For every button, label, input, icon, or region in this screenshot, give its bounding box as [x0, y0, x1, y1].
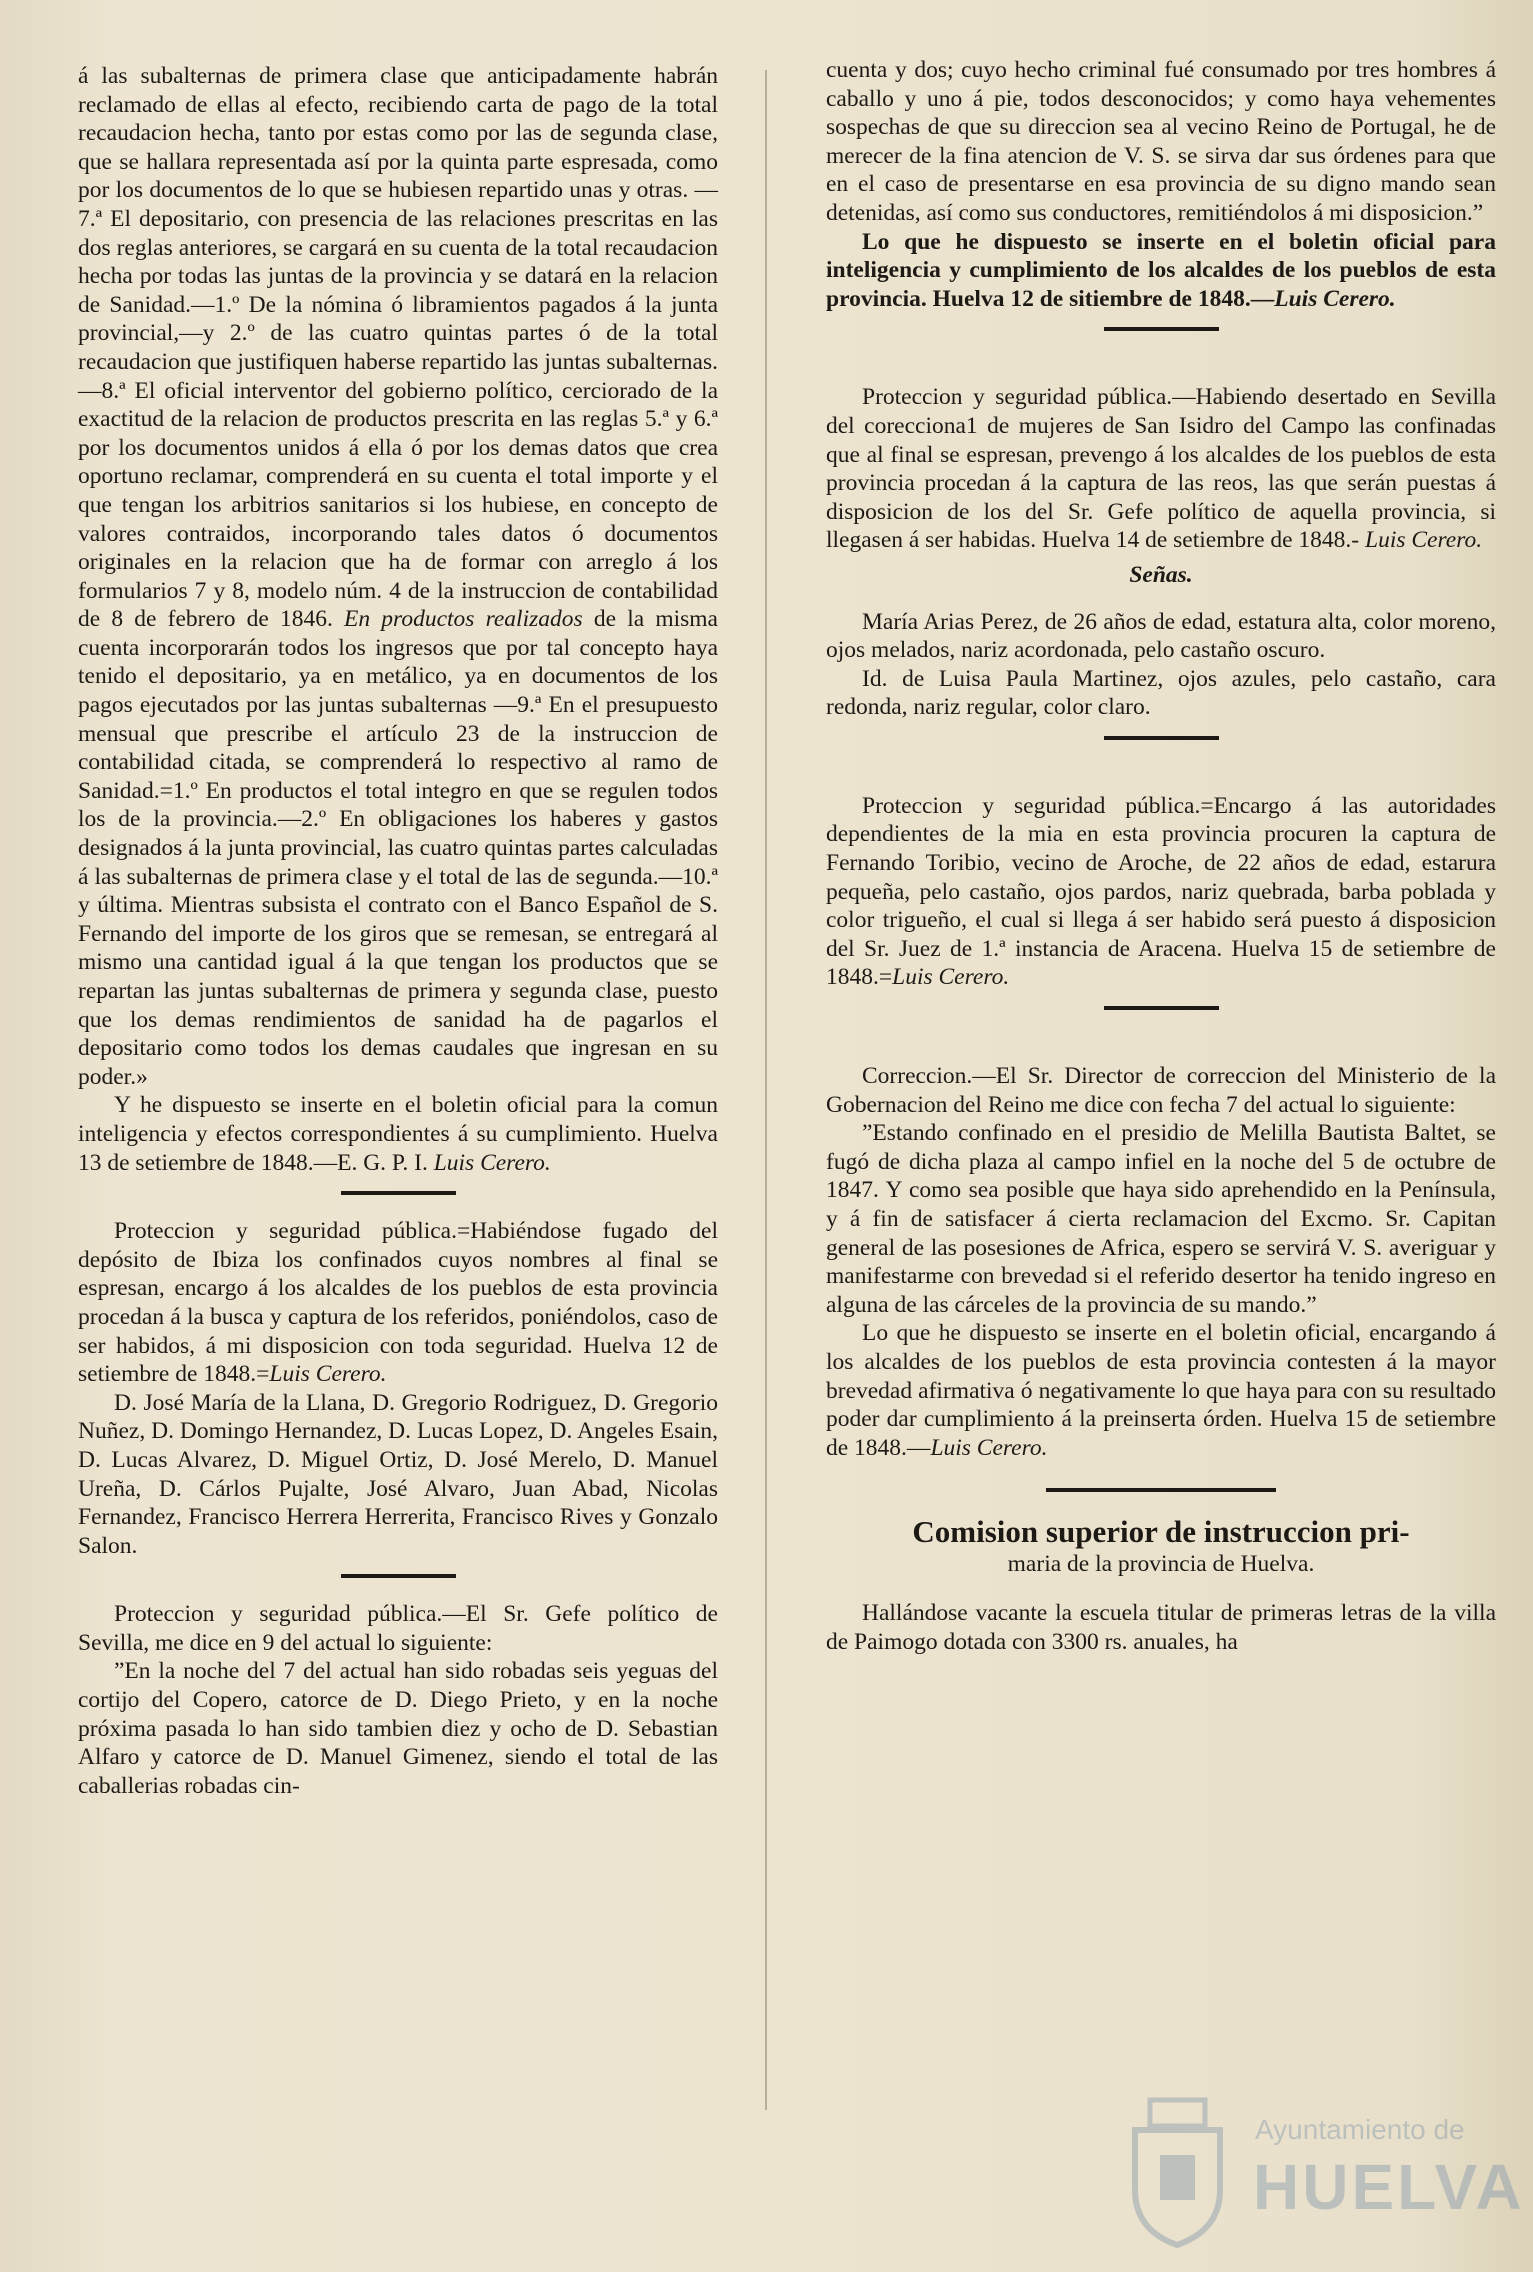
left-paragraph-3: Proteccion y seguridad pública.=Habiéndose fugado del depósito de Ibiza los confinados cuyos nombres al final se espresan, encargo á los alcaldes de los pueblos de esta provincia procedan á la busca y captura de los referidos, poniéndolos, caso de ser habidos, á mi disposicion con toda seguridad. Huelva 12 de setiembre de 1848.=Luis Cerero. [78, 1218, 718, 1388]
signature: Luis Cerero. [433, 1149, 551, 1176]
left-paragraph-5: Proteccion y seguridad pública.—El Sr. Gefe político de Sevilla, me dice en 9 del actual lo siguiente: [78, 1601, 718, 1656]
watermark-line-1: Ayuntamiento de [1255, 2114, 1465, 2145]
right-paragraph-4: María Arias Perez, de 26 años de edad, estatura alta, color moreno, ojos melados, nariz acordonada, pelo castaño oscuro. [826, 608, 1496, 664]
right-paragraph-3: Proteccion y seguridad pública.—Habiendo desertado en Sevilla del corecciona1 de mujeres de San Isidro del Campo las confinadas que al final se espresan, prevengo á los alcaldes de los pueblos de esta provincia procedan á la captura de las reos, las que serán puestas á disposicion de los del Sr. Gefe político de aquella provincia, si llegasen á ser habidas. Huelva 14 de setiembre de 1848.- Luis Cerero. [826, 384, 1496, 554]
right-paragraph-2: Lo que he dispuesto se inserte en el boletin oficial para inteligencia y cumplimiento de los alcaldes de los pueblos de esta provincia. Huelva 12 de sitiembre de 1848.—Luis Cerero. [826, 228, 1496, 312]
signature: Luis Cerero. [892, 964, 1010, 991]
signature: Luis Cerero. [930, 1434, 1048, 1461]
right-paragraph-10: Hallándose vacante la escuela titular de primeras letras de la villa de Paimogo dotada con 3300 rs. anuales, ha [826, 1599, 1496, 1655]
watermark-line-2: HUELVA [1253, 2151, 1525, 2223]
section-rule [341, 1191, 456, 1195]
commission-heading: Comision superior de instruccion pri- [912, 1514, 1410, 1550]
coat-of-arms-icon [1115, 2090, 1240, 2250]
right-paragraph-7: Correccion.—El Sr. Director de correccion del Ministerio de la Gobernacion del Reino me dice con fecha 7 del actual lo siguiente: [826, 1063, 1496, 1118]
section-rule-double [1046, 1488, 1276, 1492]
huelva-watermark [1115, 2090, 1525, 2260]
left-paragraph-6: ”En la noche del 7 del actual han sido robadas seis yeguas del cortijo del Copero, catorce de D. Diego Prieto, y en la noche próxima pasada lo han sido tambien diez y ocho de D. Sebastian Alfaro y catorce de D. Manuel Gimenez, siendo el total de las caballerias robadas cin- [78, 1658, 718, 1799]
right-paragraph-1: cuenta y dos; cuyo hecho criminal fué consumado por tres hombres á caballo y uno á pie, todos desconocidos; y como haya vehementes sospechas de que su direccion sea al vecino Reino de Portugal, he de merecer de la fina atencion de V. S. se sirva dar sus órdenes para que en el caso de presentarse en esa provincia de su digno mando sean detenidas, así como sus conductores, remitiéndolos á mi disposicion.” [826, 57, 1496, 226]
signature: Luis Cerero. [1274, 285, 1396, 312]
left-names-list: D. José María de la Llana, D. Gregorio Rodriguez, D. Gregorio Nuñez, D. Domingo Hernandez, D. Lucas Lopez, D. Angeles Esain, D. Lucas Alvarez, D. Miguel Ortiz, D. José Merelo, D. Manuel Ureña, D. Cárlos Pujalte, José Alvaro, Juan Abad, Nicolas Fernandez, Francisco Herrera Herrerita, Francisco Rives y Gonzalo Salon. [78, 1389, 718, 1559]
left-column [78, 62, 718, 1800]
section-rule [1104, 1006, 1219, 1010]
right-paragraph-9: Lo que he dispuesto se inserte en el boletin oficial, encargando á los alcaldes de los pueblos de esta provincia contesten á la mayor brevedad afirmativa ó negativamente lo que haya para con su resultado poder dar cumplimiento á la preinserta órden. Huelva 15 de setiembre de 1848.—Luis Cerero. [826, 1320, 1496, 1461]
right-column [826, 56, 1496, 1656]
senas-heading: Señas. [1129, 561, 1193, 588]
signature: Luis Cerero. [269, 1361, 387, 1388]
section-rule [1104, 736, 1219, 740]
column-divider [765, 70, 767, 2110]
section-rule [1104, 327, 1219, 331]
left-paragraph-2: Y he dispuesto se inserte en el boletin oficial para la comun inteligencia y efectos correspondientes á su cumplimiento. Huelva 13 de setiembre de 1848.—E. G. P. I. Luis Cerero. [78, 1092, 718, 1176]
right-paragraph-6: Proteccion y seguridad pública.=Encargo á las autoridades dependientes de la mia en esta provincia procuren la captura de Fernando Toribio, vecino de Aroche, de 22 años de edad, estarura pequeña, pelo castaño, ojos pardos, nariz quebrada, barba poblada y color trigueño, el cual si llega á ser habido será puesto á disposicion del Sr. Juez de 1.ª instancia de Aracena. Huelva 15 de setiembre de 1848.=Luis Cerero. [826, 792, 1496, 991]
left-paragraph-1: á las subalternas de primera clase que anticipadamente habrán reclamado de ellas al efecto, recibiendo carta de pago de la total recaudacion hecha, tanto por estas como por las de segunda clase, que se hallara representada así por la quinta parte espresada, como por los documentos de lo que se hubiesen repartido unas y otras. —7.ª El depositario, con presencia de las relaciones prescritas en las dos reglas anteriores, se cargará en su cuenta de la total recaudacion hecha por todas las juntas de la provincia y se datará en la relacion de Sanidad.—1.º De la nómina ó libramientos pagados á la junta provincial,—y 2.º de las cuatro quintas partes ó de la total recaudacion que justifiquen haberse repartido las juntas subalternas.—8.ª El oficial interventor del gobierno político, cerciorado de la exactitud de la relacion de productos prescrita en las reglas 5.ª y 6.ª por los documentos unidos á ella ó por los demas datos que crea oportuno reclamar, comprenderá en su cuenta el total importe y el que tengan los arbitrios sanitarios si los hubiese, en concepto de valores contraidos, incorporando tales datos ó documentos originales en la relacion que ha de formar con arreglo á los formularios 7 y 8, modelo núm. 4 de la instruccion de contabilidad de 8 de febrero de 1846. En productos realizados de la misma cuenta incorporarán todos los ingresos que por tal concepto haya tenido el depositario, ya en metálico, ya en documentos de los pagos ejecutados por las juntas subalternas —9.ª En el presupuesto mensual que prescribe el artículo 23 de la instruccion de contabilidad citada, se comprenderá lo respectivo al ramo de Sanidad.=1.º En productos el total integro en que se regulen todos los de la provincia.—2.º En obligaciones los haberes y gastos designados á la junta provincial, las cuatro quintas partes calculadas á las subalternas de primera clase y el total de las de segunda.—10.ª y última. Mientras subsista el contrato con el Banco Español de S. Fernando del importe de los giros que se remesan, se entregará al mismo una cantidad igual á la que tengan los productos que se repartan las juntas subalternas de primera y segunda clase, puesto que los demas rendimientos de sanidad ha de pagarlos el depositario como todos los demas caudales que ingresan en su poder.» [78, 63, 718, 1090]
section-rule [341, 1574, 456, 1578]
commission-subheading: maria de la provincia de Huelva. [1007, 1551, 1315, 1578]
left-italic-phrase: En productos realizados [344, 606, 583, 633]
right-paragraph-5: Id. de Luisa Paula Martinez, ojos azules, pelo castaño, cara redonda, nariz regular, color claro. [826, 665, 1496, 721]
right-paragraph-8: ”Estando confinado en el presidio de Melilla Bautista Baltet, se fugó de dicha plaza al campo infiel en la noche del 5 de octubre de 1847. Y como sea posible que haya sido aprehendido en la Península, y á fin de satisfacer á cierta reclamacion del Excmo. Sr. Capitan general de las posesiones de Africa, espero se servirá V. S. averiguar y manifestarme con brevedad si el referido desertor ha tenido ingreso en alguna de las cárceles de la provincia de su mando.” [826, 1120, 1496, 1318]
signature: Luis Cerero. [1365, 527, 1483, 554]
